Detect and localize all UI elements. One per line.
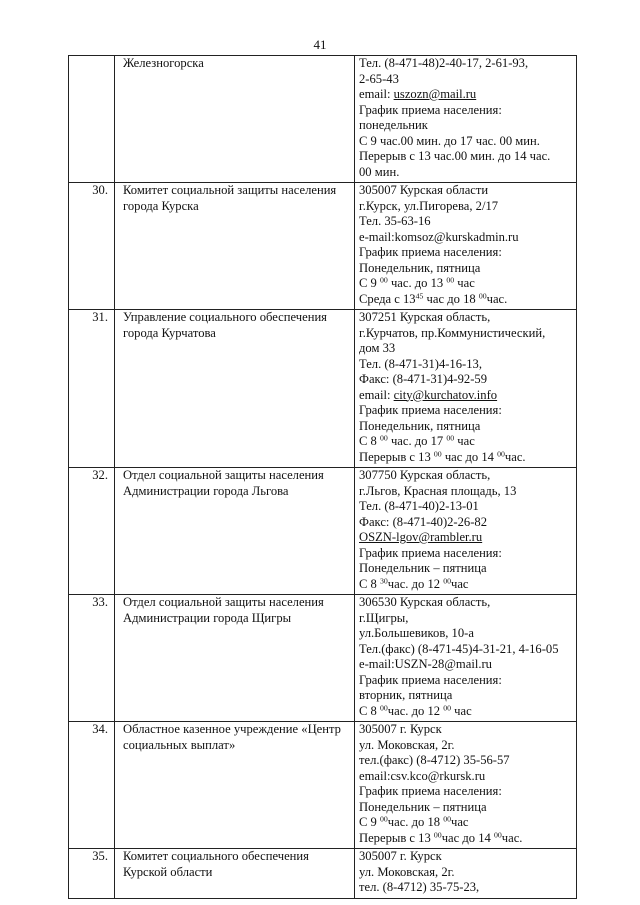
contact-line bbox=[359, 800, 573, 816]
contact-text: Перерыв с 13 bbox=[359, 449, 434, 464]
contact-text: С 9 bbox=[359, 276, 380, 290]
contact-line bbox=[359, 880, 573, 896]
contact-text: 307750 Курская область, bbox=[359, 468, 491, 482]
contact-text: 305007 г. Курск bbox=[359, 849, 442, 863]
superscript-minutes: 00 bbox=[497, 449, 505, 459]
contact-info-cell bbox=[355, 722, 577, 849]
contact-line bbox=[359, 245, 573, 261]
row-number-cell: 33. bbox=[69, 595, 115, 722]
contact-line bbox=[359, 561, 573, 577]
table-row bbox=[69, 722, 577, 849]
contact-text: час до 18 bbox=[423, 291, 479, 306]
contact-text: График приема населения: bbox=[359, 672, 502, 687]
table-row bbox=[69, 468, 577, 595]
superscript-minutes: 00 bbox=[443, 576, 451, 586]
organization-name-line: Комитет социального обеспечения bbox=[123, 849, 309, 863]
contact-text: час. до 12 bbox=[387, 703, 444, 718]
contact-text: г.Курск, ул.Пигорева, 2/17 bbox=[359, 198, 499, 213]
organization-name-line: города Курчатова bbox=[123, 325, 216, 340]
contact-text: e-mail:komsoz@kurskadmin.ru bbox=[359, 229, 519, 244]
superscript-minutes: 00 bbox=[493, 830, 502, 840]
contact-text: час bbox=[454, 276, 475, 290]
contact-line bbox=[359, 515, 573, 531]
contact-text: email: bbox=[359, 387, 394, 402]
contact-line bbox=[359, 87, 573, 103]
contact-line bbox=[359, 611, 573, 627]
contact-line bbox=[359, 310, 573, 326]
contact-line bbox=[359, 199, 573, 215]
contact-line bbox=[359, 577, 573, 593]
contact-info-cell bbox=[355, 183, 577, 310]
contact-text: Понедельник – пятница bbox=[359, 799, 487, 814]
contact-line bbox=[359, 372, 573, 388]
table-row bbox=[69, 183, 577, 310]
contact-text: час. до 17 bbox=[387, 434, 447, 448]
superscript-minutes: 00 bbox=[443, 703, 451, 713]
superscript-minutes: 00 bbox=[380, 703, 388, 713]
contact-line bbox=[359, 626, 573, 642]
contact-text: Понедельник, пятница bbox=[359, 260, 481, 275]
contact-line bbox=[359, 165, 573, 181]
contact-info-cell bbox=[355, 56, 577, 183]
contact-text: График приема населения: bbox=[359, 102, 502, 117]
contact-line bbox=[359, 419, 573, 435]
contact-line bbox=[359, 183, 573, 199]
contact-text: С 8 bbox=[359, 703, 380, 718]
row-number-cell: 30. bbox=[69, 183, 115, 310]
contact-line bbox=[359, 230, 573, 246]
contact-line bbox=[359, 484, 573, 500]
contact-text: ул. Моковская, 2г. bbox=[359, 737, 455, 752]
contact-text: час. bbox=[501, 830, 523, 845]
contact-text: Тел. (8-471-48)2-40-17, 2-61-93, bbox=[359, 56, 529, 70]
contact-text: час до 14 bbox=[441, 449, 498, 464]
contact-text: ул.Большевиков, 10-а bbox=[359, 626, 474, 640]
contact-text: Тел.(факс) (8-471-45)4-31-21, 4-16-05 bbox=[359, 641, 559, 656]
table-row bbox=[69, 849, 577, 899]
contact-line bbox=[359, 499, 573, 515]
superscript-minutes: 00 bbox=[380, 814, 388, 824]
contact-line bbox=[359, 134, 573, 150]
table-body bbox=[69, 56, 577, 899]
contact-line bbox=[359, 657, 573, 673]
contact-line bbox=[359, 784, 573, 800]
contact-text: Факс: (8-471-31)4-92-59 bbox=[359, 372, 488, 386]
organization-name-line: Отдел социальной защиты населения bbox=[123, 595, 324, 609]
contact-line bbox=[359, 753, 573, 769]
organization-name-cell bbox=[115, 849, 355, 899]
contact-line bbox=[359, 865, 573, 881]
organization-name-line: города Курска bbox=[123, 198, 199, 213]
organizations-table bbox=[68, 55, 577, 899]
contact-text: С 9 bbox=[359, 815, 380, 829]
contact-text: С 9 час.00 мин. до 17 час. 00 мин. bbox=[359, 133, 540, 148]
contact-line bbox=[359, 688, 573, 704]
contact-text: 305007 Курская области bbox=[359, 183, 489, 197]
contact-text: час до 14 bbox=[441, 830, 494, 845]
contact-line bbox=[359, 546, 573, 562]
contact-text: Тел. 35-63-16 bbox=[359, 214, 431, 228]
contact-text: 2-65-43 bbox=[359, 71, 399, 86]
organization-name-line: социальных выплат» bbox=[123, 737, 236, 752]
superscript-minutes: 00 bbox=[433, 830, 442, 840]
contact-info-cell bbox=[355, 468, 577, 595]
contact-text: С 8 bbox=[359, 576, 380, 591]
contact-text: час. bbox=[504, 449, 526, 464]
contact-line bbox=[359, 815, 573, 831]
contact-line bbox=[359, 468, 573, 484]
contact-text: График приема населения: bbox=[359, 784, 502, 798]
contact-text: ул. Моковская, 2г. bbox=[359, 864, 455, 879]
contact-line bbox=[359, 118, 573, 134]
contact-text: час. bbox=[486, 291, 508, 306]
contact-text: дом 33 bbox=[359, 341, 396, 355]
contact-text: 307251 Курская область, bbox=[359, 310, 491, 324]
contact-text: вторник, пятница bbox=[359, 688, 453, 702]
contact-line bbox=[359, 642, 573, 658]
organization-name-cell bbox=[115, 56, 355, 183]
organization-name-cell bbox=[115, 183, 355, 310]
contact-text: Перерыв с 13 час.00 мин. до 14 час. bbox=[359, 149, 551, 163]
contact-info-cell bbox=[355, 849, 577, 899]
superscript-minutes: 00 bbox=[478, 291, 487, 301]
table-row bbox=[69, 56, 577, 183]
contact-text: Тел. (8-471-31)4-16-13, bbox=[359, 356, 482, 371]
contact-text: Среда с 13 bbox=[359, 291, 416, 306]
contact-text: час. до 12 bbox=[387, 576, 444, 591]
email-link[interactable]: city@kurchatov.info bbox=[393, 387, 498, 402]
contact-line bbox=[359, 276, 573, 292]
contact-line bbox=[359, 831, 573, 847]
contact-text: e-mail:USZN-28@mail.ru bbox=[359, 657, 492, 671]
contact-line bbox=[359, 326, 573, 342]
contact-line bbox=[359, 704, 573, 720]
organization-name-line: Администрации города Льгова bbox=[123, 483, 289, 498]
contact-text: тел. (8-4712) 35-75-23, bbox=[359, 880, 480, 894]
superscript-minutes: 00 bbox=[433, 449, 442, 459]
contact-text: 00 мин. bbox=[359, 164, 400, 179]
contact-line bbox=[359, 388, 573, 404]
contact-line bbox=[359, 450, 573, 466]
contact-line bbox=[359, 434, 573, 450]
superscript-minutes: 00 bbox=[446, 275, 455, 285]
contact-text: Перерыв с 13 bbox=[359, 830, 434, 845]
contact-line bbox=[359, 738, 573, 754]
contact-line bbox=[359, 72, 573, 88]
organization-name-cell bbox=[115, 722, 355, 849]
contact-line bbox=[359, 357, 573, 373]
superscript-minutes: 45 bbox=[415, 291, 424, 301]
contact-line bbox=[359, 341, 573, 357]
organization-name-line: Комитет социальной защиты населения bbox=[123, 183, 337, 197]
contact-line bbox=[359, 673, 573, 689]
email-link[interactable]: OSZN-lgov@rambler.ru bbox=[359, 530, 483, 544]
contact-text: час. до 18 bbox=[387, 815, 444, 829]
page-number: 41 bbox=[313, 37, 327, 52]
contact-line bbox=[359, 103, 573, 119]
contact-info-cell bbox=[355, 310, 577, 468]
contact-line bbox=[359, 722, 573, 738]
organization-name-line: Управление социального обеспечения bbox=[123, 310, 327, 324]
contact-text: Понедельник, пятница bbox=[359, 418, 481, 433]
organization-name-line: Администрации города Щигры bbox=[123, 610, 292, 625]
contact-text: понедельник bbox=[359, 118, 428, 132]
table-row bbox=[69, 595, 577, 722]
contact-text: График приема населения: bbox=[359, 245, 502, 259]
contact-text: час. до 13 bbox=[387, 276, 447, 290]
contact-text: тел.(факс) (8-4712) 35-56-57 bbox=[359, 753, 510, 767]
contact-text: Тел. (8-471-40)2-13-01 bbox=[359, 499, 479, 513]
contact-text: email: bbox=[359, 87, 394, 101]
superscript-minutes: 00 bbox=[443, 814, 451, 824]
contact-text: час bbox=[451, 815, 469, 829]
contact-line bbox=[359, 849, 573, 865]
contact-line bbox=[359, 292, 573, 308]
organization-name-cell bbox=[115, 310, 355, 468]
superscript-minutes: 00 bbox=[446, 433, 455, 443]
contact-line bbox=[359, 149, 573, 165]
contact-text: Понедельник – пятница bbox=[359, 561, 487, 575]
contact-text: График приема населения: bbox=[359, 403, 502, 417]
contact-text: час bbox=[454, 434, 475, 448]
contact-line bbox=[359, 595, 573, 611]
row-number-cell: 31. bbox=[69, 310, 115, 468]
organization-name-line: Железногорска bbox=[123, 56, 204, 70]
superscript-minutes: 00 bbox=[380, 275, 388, 285]
superscript-minutes: 30 bbox=[380, 576, 388, 586]
contact-text: г.Льгов, Красная площадь, 13 bbox=[359, 483, 517, 498]
contact-line bbox=[359, 530, 573, 546]
contact-line bbox=[359, 261, 573, 277]
contact-text: г.Щигры, bbox=[359, 610, 409, 625]
contact-text: 306530 Курская область, bbox=[359, 595, 491, 609]
contact-text: час bbox=[451, 703, 472, 718]
contact-line bbox=[359, 769, 573, 785]
contact-text: г.Курчатов, пр.Коммунистический, bbox=[359, 325, 546, 340]
row-number-cell: 34. bbox=[69, 722, 115, 849]
organization-name-line: Областное казенное учреждение «Центр bbox=[123, 722, 341, 736]
row-number-cell: 32. bbox=[69, 468, 115, 595]
contact-info-cell bbox=[355, 595, 577, 722]
contact-text: График приема населения: bbox=[359, 545, 502, 560]
row-number-cell: 35. bbox=[69, 849, 115, 899]
organization-name-line: Курской области bbox=[123, 864, 213, 879]
contact-text: Факс: (8-471-40)2-26-82 bbox=[359, 514, 488, 529]
organization-name-cell bbox=[115, 468, 355, 595]
row-number-cell bbox=[69, 56, 115, 183]
contact-text: час bbox=[451, 576, 469, 591]
contact-text: 305007 г. Курск bbox=[359, 722, 442, 736]
contact-line bbox=[359, 56, 573, 72]
email-link[interactable]: uszozn@mail.ru bbox=[393, 87, 477, 101]
contact-text: С 8 bbox=[359, 434, 380, 448]
contact-line bbox=[359, 214, 573, 230]
contact-text: email:csv.kco@rkursk.ru bbox=[359, 768, 486, 783]
contact-line bbox=[359, 403, 573, 419]
table-row bbox=[69, 310, 577, 468]
organization-name-line: Отдел социальной защиты населения bbox=[123, 468, 324, 482]
organization-name-cell bbox=[115, 595, 355, 722]
superscript-minutes: 00 bbox=[380, 433, 388, 443]
